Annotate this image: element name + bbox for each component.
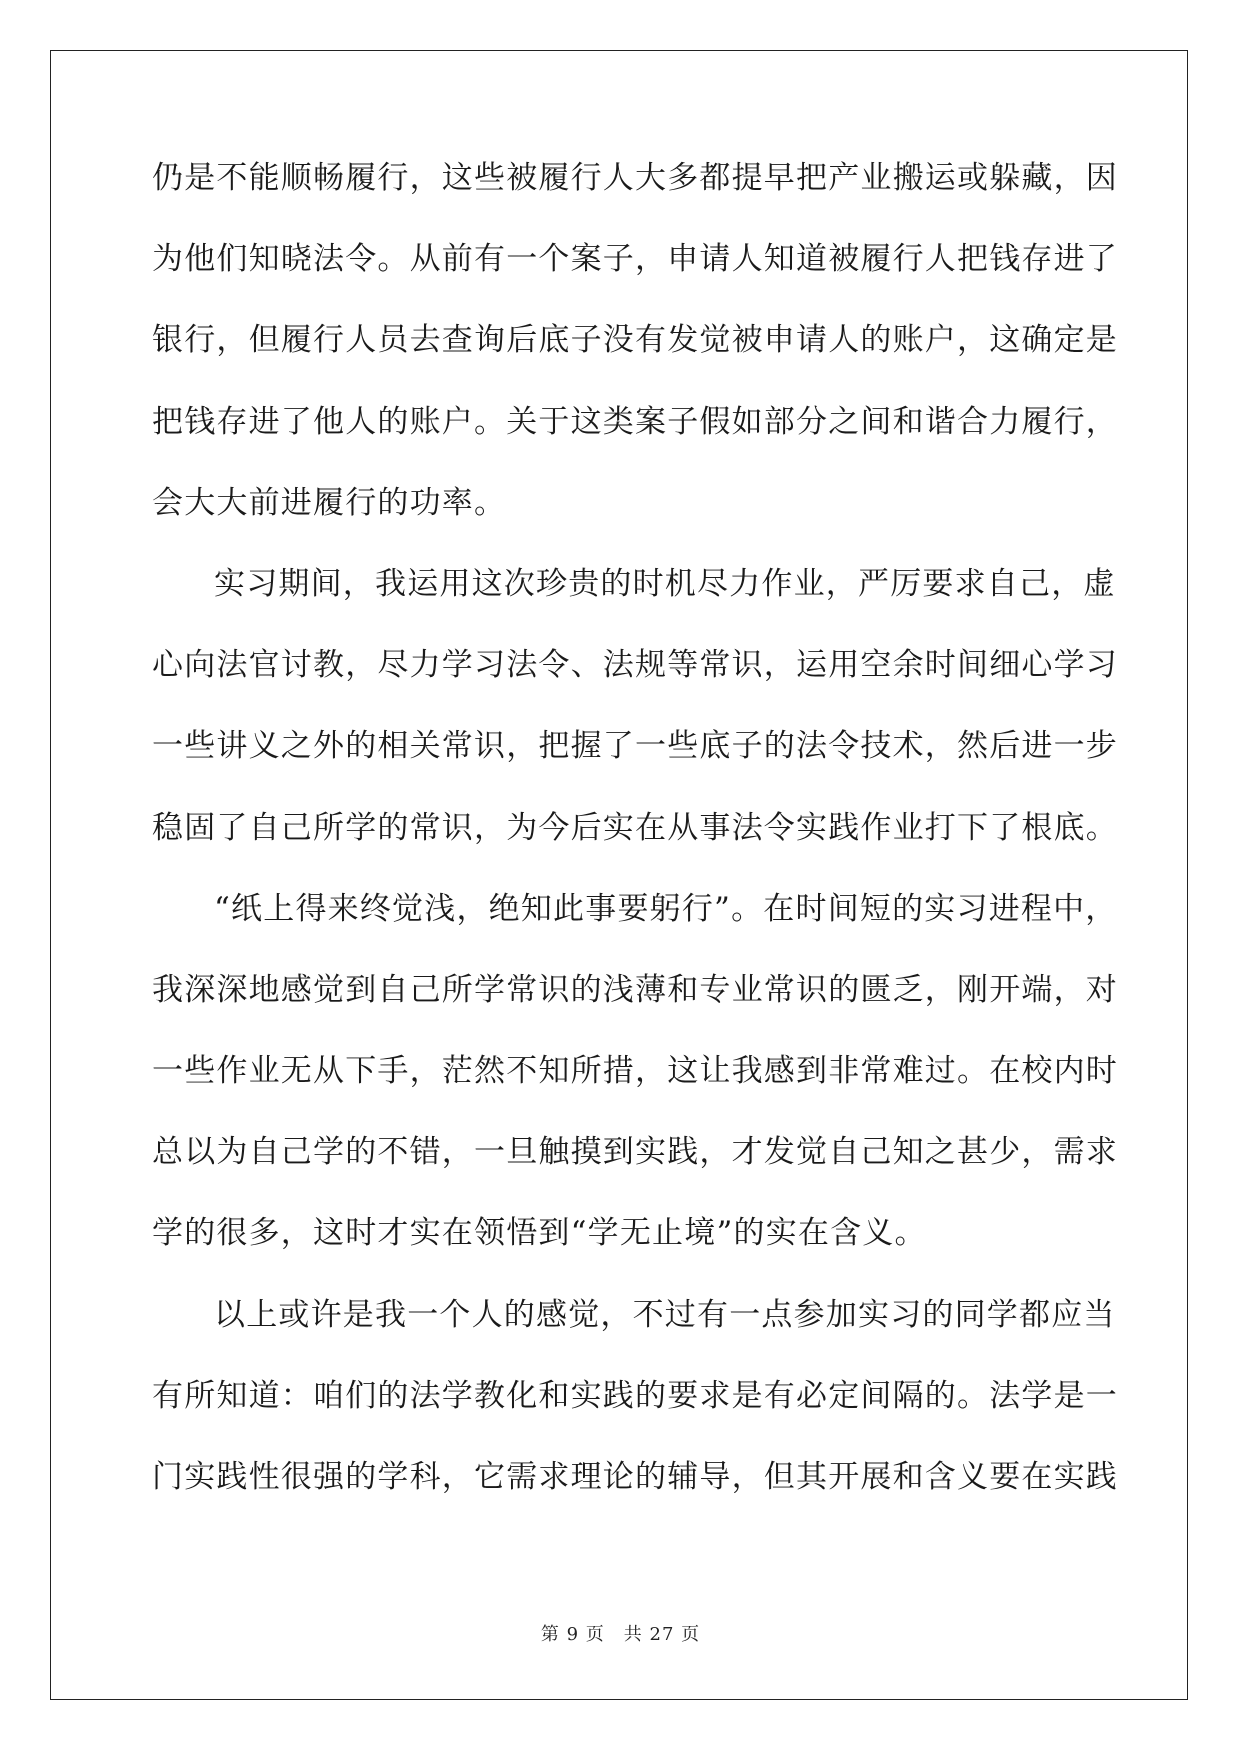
text-line: 以上或许是我一个人的感觉，不过有一点参加实习的同学都应当 — [214, 1296, 1116, 1333]
text-line: 实习期间，我运用这次珍贵的时机尽力作业，严厉要求自己，虚 — [214, 565, 1116, 602]
page-footer: 第 9 页 共 27 页 — [540, 1624, 701, 1645]
text-line: 我深深地感觉到自己所学常识的浅薄和专业常识的匮乏，刚开端，对 — [152, 971, 1118, 1008]
text-line: 仍是不能顺畅履行，这些被履行人大多都提早把产业搬运或躲藏，因 — [152, 160, 1118, 196]
text-line: 稳固了自己所学的常识，为今后实在从事法令实践作业打下了根底。 — [152, 809, 1118, 846]
text-line: 一些讲义之外的相关常识，把握了一些底子的法令技术，然后进一步 — [152, 728, 1118, 765]
text-line: 学的很多，这时才实在领悟到“学无止境”的实在含义。 — [152, 1215, 927, 1252]
text-line: 一些作业无从下手，茫然不知所措，这让我感到非常难过。在校内时 — [152, 1053, 1118, 1090]
text-line: 门实践性很强的学科，它需求理论的辅导，但其开展和含义要在实践 — [152, 1459, 1118, 1495]
text-line: 为他们知晓法令。从前有一个案子，申请人知道被履行人把钱存进了 — [152, 241, 1118, 278]
text-line: 心向法官讨教，尽力学习法令、法规等常识，运用空余时间细心学习 — [152, 647, 1118, 684]
text-line: 把钱存进了他人的账户。关于这类案子假如部分之间和谐合力履行， — [152, 403, 1118, 440]
text-line: 银行，但履行人员去查询后底子没有发觉被申请人的账户，这确定是 — [152, 322, 1118, 359]
text-line: 会大大前进履行的功率。 — [152, 484, 507, 521]
text-line: 有所知道：咱们的法学教化和实践的要求是有必定间隔的。法学是一 — [152, 1377, 1118, 1414]
text-line: “纸上得来终觉浅，绝知此事要躬行”。在时间短的实习进程中， — [214, 890, 1118, 927]
document-body — [152, 158, 1118, 1538]
text-line: 总以为自己学的不错，一旦触摸到实践，才发觉自己知之甚少，需求 — [152, 1134, 1118, 1171]
